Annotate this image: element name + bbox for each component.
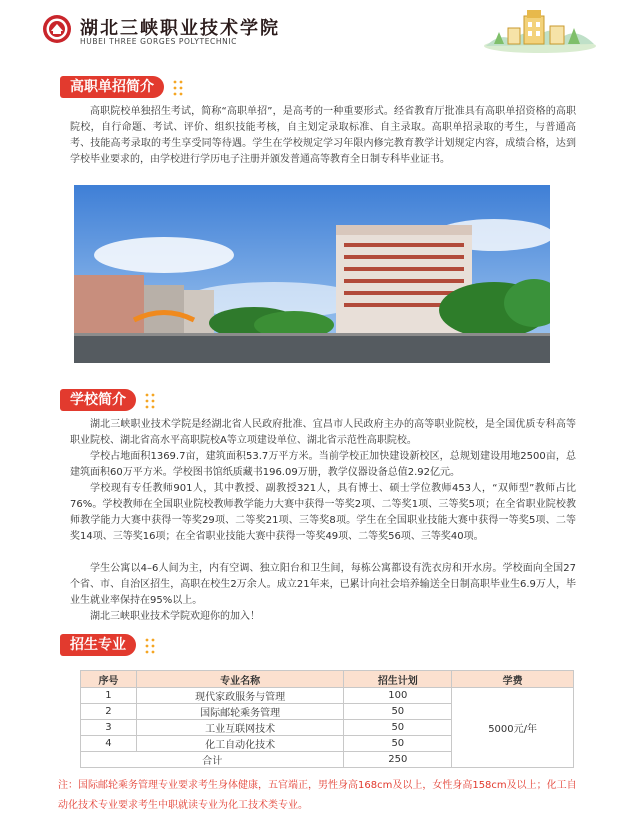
school-logo-icon — [42, 14, 72, 44]
col-header-fee: 学费 — [452, 671, 574, 688]
row-major: 工业互联网技术 — [136, 720, 344, 736]
row-no: 2 — [81, 704, 137, 720]
total-plan: 250 — [344, 752, 452, 768]
section-title-intro: 高职单招简介 — [60, 76, 164, 98]
school-name-cn: 湖北三峡职业技术学院 — [80, 18, 280, 39]
school-paragraph-1: 湖北三峡职业技术学院是经湖北省人民政府批准、宜昌市人民政府主办的高等职业院校，是全国优质专科高等职业院校、湖北省高水平高职院校A等立项建设单位、湖北省示范性高职院校。 — [70, 419, 576, 446]
requirements-note: 注：国际邮轮乘务管理专业要求考生身体健康，五官端正，男性身高168cm及以上，女性身高158cm及以上；化工自动化技术专业要求考生中职就读专业为化工技术类专业。 — [58, 780, 577, 811]
majors-table — [80, 670, 574, 768]
campus-photo — [74, 185, 550, 363]
decorative-dots-icon — [144, 391, 160, 411]
school-paragraph-4: 学生公寓以4–6人间为主，内有空调、独立阳台和卫生间，每栋公寓都设有洗衣房和开水房。学校面向全国27个省、市、自治区招生，高职在校生2万余人。成立21年来，已累计向社会培养输送全日制高职毕业生6.9万人，毕业生就业率保持在95%以上。 — [70, 563, 576, 606]
row-plan: 50 — [344, 720, 452, 736]
tuition-fee-cell: 5000元/年 — [452, 688, 574, 768]
row-major: 国际邮轮乘务管理 — [136, 704, 344, 720]
table-header-row — [81, 671, 574, 688]
col-header-plan: 招生计划 — [344, 671, 452, 688]
school-paragraph-3: 学校现有专任教师901人，其中教授、副教授321人，具有博士、硕士学位教师453人，“双师型”教师占比76%。学校教师在全国职业院校教师教学能力大赛中获得一等奖2项、二等奖1项、三等奖5项；在全省职业院校教师教学能力大赛中获得一等奖29项、二等奖21项、三等奖8项。学生在全国职业技能大赛中获得一等奖5项、二等奖14项、三等奖16项；在全省职业技能大赛中获得一等奖49项、二等奖56项、三等奖40项。 — [70, 483, 576, 542]
school-paragraph-2: 学校占地面积1369.7亩，建筑面积53.7万平方米。当前学校正加快建设新校区，总规划建设用地2500亩，总建筑面积60万平方米。学校图书馆纸质藏书196.09万册，教学仪器设备总值2.92亿元。 — [70, 451, 576, 478]
row-no: 4 — [81, 736, 137, 752]
row-plan: 50 — [344, 704, 452, 720]
page-header — [0, 0, 643, 58]
intro-paragraph: 高职院校单独招生考试，简称“高职单招”，是高考的一种重要形式。经省教育厅批准具有高职单招资格的高职院校，自行命题、考试、评价、组织技能考核，自主划定录取标准、自主录取。高职单招录取的考生，与普通高考、技能高考录取的考生享受同等待遇。学生在学校规定学习年限内修完教育教学计划规定内容，成绩合格，达到学校毕业要求的，由学校进行学历电子注册并颁发普通高等教育全日制专科毕业证书。 — [70, 106, 576, 165]
campus-illustration-icon — [480, 6, 600, 54]
school-name-en: HUBEI THREE GORGES POLYTECHNIC — [80, 37, 237, 46]
col-header-no: 序号 — [81, 671, 137, 688]
total-label: 合计 — [81, 752, 344, 768]
decorative-dots-icon — [144, 636, 160, 656]
row-major: 化工自动化技术 — [136, 736, 344, 752]
row-major: 现代家政服务与管理 — [136, 688, 344, 704]
col-header-major: 专业名称 — [136, 671, 344, 688]
row-plan: 100 — [344, 688, 452, 704]
section-title-majors: 招生专业 — [60, 634, 136, 656]
school-paragraph-5: 湖北三峡职业技术学院欢迎你的加入！ — [90, 611, 260, 622]
table-row — [81, 688, 574, 704]
section-title-school: 学校简介 — [60, 389, 136, 411]
decorative-dots-icon — [172, 78, 188, 98]
row-no: 1 — [81, 688, 137, 704]
row-plan: 50 — [344, 736, 452, 752]
row-no: 3 — [81, 720, 137, 736]
